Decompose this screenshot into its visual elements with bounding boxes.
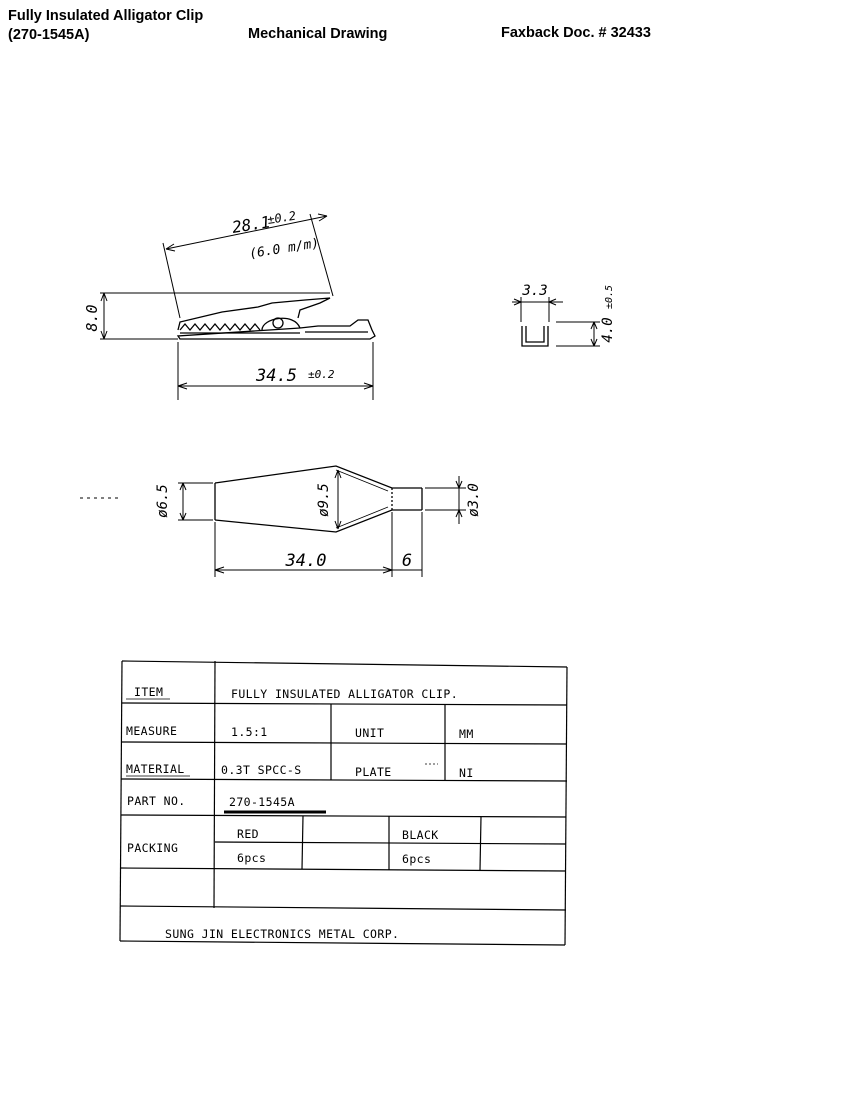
faxback-number: Faxback Doc. # 32433 bbox=[501, 25, 651, 41]
spec-table bbox=[120, 661, 567, 945]
manufacturer-name: SUNG JIN ELECTRONICS METAL CORP. bbox=[165, 927, 400, 941]
material-label: MATERIAL bbox=[126, 762, 185, 776]
mid-diameter-value: ø9.5 bbox=[316, 483, 332, 517]
end-view-drawing bbox=[512, 283, 616, 346]
tail-diameter-dimension bbox=[425, 476, 466, 524]
end-height-value: 4.0 bbox=[600, 317, 616, 343]
length-value: 34.5 bbox=[256, 366, 297, 386]
item-label: ITEM bbox=[134, 685, 164, 699]
packing-qty-1: 6pcs bbox=[237, 851, 267, 865]
packing-color-1: RED bbox=[237, 827, 259, 841]
end-diameter-value: ø6.5 bbox=[155, 484, 171, 518]
mid-diameter-dimension bbox=[335, 470, 341, 529]
jaw-opening-value: (6.0 m/m) bbox=[248, 236, 321, 262]
packing-color-2: BLACK bbox=[402, 828, 439, 842]
item-value: FULLY INSULATED ALLIGATOR CLIP. bbox=[231, 687, 459, 701]
end-height-dimension bbox=[556, 322, 600, 346]
document-type: Mechanical Drawing bbox=[248, 26, 388, 42]
unit-label: UNIT bbox=[355, 726, 385, 740]
side-view-drawing bbox=[83, 209, 375, 400]
packing-label: PACKING bbox=[127, 841, 179, 855]
height-dimension bbox=[100, 293, 330, 339]
insulator-tail-length-value: 6 bbox=[401, 551, 413, 571]
plate-value: NI bbox=[459, 766, 474, 780]
packing-qty-2: 6pcs bbox=[402, 852, 432, 866]
document-part-number: (270-1545A) bbox=[8, 27, 90, 43]
clip-end-profile bbox=[522, 326, 548, 346]
spec-table-grid bbox=[120, 661, 567, 945]
end-diameter-dimension bbox=[178, 483, 213, 520]
part-no-label: PART NO. bbox=[127, 794, 186, 808]
insulator-body-length-value: 34.0 bbox=[285, 551, 327, 571]
document-title: Fully Insulated Alligator Clip bbox=[8, 8, 204, 24]
end-height-tolerance: ±0.5 bbox=[604, 284, 615, 310]
measure-label: MEASURE bbox=[126, 724, 178, 738]
jaw-length-tolerance: ±0.2 bbox=[266, 208, 298, 227]
measure-value: 1.5:1 bbox=[231, 725, 268, 739]
material-value: 0.3T SPCC-S bbox=[221, 763, 302, 777]
part-no-value: 270-1545A bbox=[229, 795, 295, 809]
tail-diameter-value: ø3.0 bbox=[466, 483, 482, 517]
length-tolerance: ±0.2 bbox=[308, 368, 335, 381]
insulator-view-drawing bbox=[80, 466, 482, 577]
plate-label: PLATE bbox=[355, 765, 392, 779]
jaw-length-value: 28.1 bbox=[230, 212, 272, 237]
unit-value: MM bbox=[459, 727, 474, 741]
end-width-dimension bbox=[512, 297, 563, 322]
clip-body-outline bbox=[178, 298, 375, 339]
end-width-value: 3.3 bbox=[522, 283, 548, 299]
height-value: 8.0 bbox=[83, 304, 101, 332]
